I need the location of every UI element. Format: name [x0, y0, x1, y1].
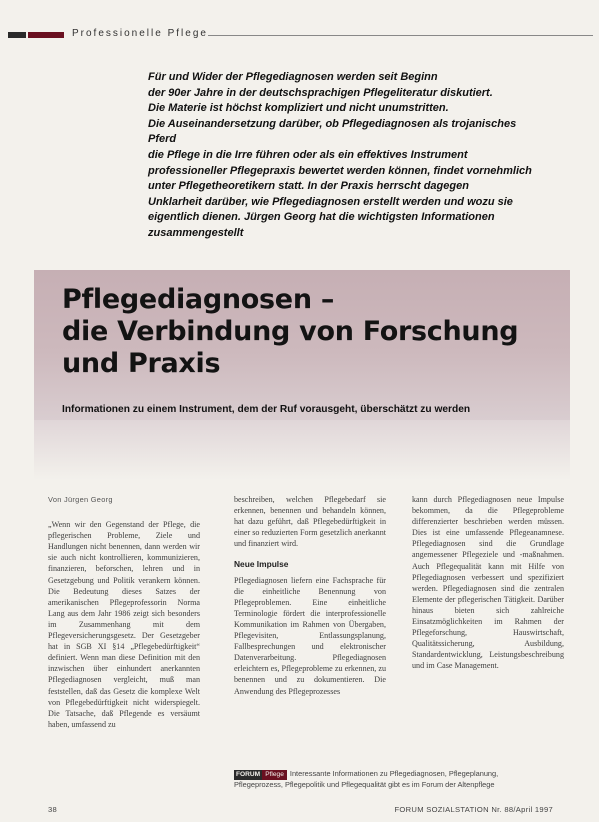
- article-title: [62, 284, 562, 380]
- intro-line: die Pflege in die Irre führen oder als ein effektives Instrument: [148, 148, 468, 161]
- page-number: 38: [48, 805, 58, 814]
- intro-line: Für und Wider der Pflegediagnosen werden seit Beginn: [148, 71, 438, 83]
- body-paragraph: beschreiben, welchen Pflegebedarf sie erkennen, benennen und behandeln können, hat dazu geführt, daß Pflegebedürftigkeit in einer so reduzierten Form gesetzlich anerkannt und finanziert wird.: [234, 495, 386, 549]
- title-line: und Praxis: [62, 348, 221, 379]
- intro-line: unter Pflegetheoretikern statt. In der Praxis herrscht dagegen: [148, 180, 469, 193]
- forum-text: Interessante Informationen zu Pflegediagnosen, Pflegeplanung, Pflegeprozess, Pflegepolitik und Pflegequalität gibt es im Forum der Altenpflege: [234, 769, 499, 789]
- header-mark: [8, 32, 26, 38]
- intro-line: zusammengestellt: [148, 226, 244, 239]
- author-byline: Von Jürgen Georg: [48, 495, 113, 504]
- intro-line: professioneller Pflegepraxis bewertet werden können, findet vornehmlich: [148, 164, 532, 177]
- text-column-3: [412, 494, 564, 672]
- intro-line: Die Auseinandersetzung darüber, ob Pflegediagnosen als trojanisches Pferd: [148, 117, 517, 146]
- forum-tag: FORUM: [236, 771, 261, 778]
- article-subtitle: Informationen zu einem Instrument, dem der Ruf vorausgeht, überschätzt zu werden: [62, 404, 471, 415]
- header-rule: [208, 35, 593, 36]
- title-line: die Verbindung von Forschung: [62, 316, 519, 347]
- text-column-2: [234, 494, 386, 697]
- forum-note: [234, 769, 544, 790]
- intro-line: der 90er Jahre in der deutschsprachigen Pflegeliteratur diskutiert.: [148, 86, 493, 99]
- section-label: Professionelle Pflege: [72, 28, 208, 39]
- section-header: [8, 30, 593, 40]
- body-paragraph: kann durch Pflegediagnosen neue Impulse bekommen, da die Pflegeprobleme differenzierter beschrieben werden müssen. Dies ist eine umfassende Pflegeanamnese. Pflegediagnosen sind die Grundlage angemessener Pflegeziele und -maßnahmen. Auch Pflegequalität kann mit Hilfe von Pflegediagnosen verbessert und spezifiziert werden. Pflegediagnosen sind die zentralen Elemente der pflegerischen Tätigkeit. Darüber hinaus bieten sich zahlreiche Einsatzmöglichkeiten im Rahmen der Pflegeforschung, Hauswirtschaft, Qualitätssicherung, Ausbildung, Standardentwicklung, Leistungsbeschreibung und im Case Management.: [412, 495, 564, 671]
- body-paragraph: Pflegediagnosen liefern eine Fachsprache für die einheitliche Benennung von Pflegeproblemen. Eine einheitliche Terminologie fördert die interprofessionelle Kommunikation im Rahmen von Übergaben, Pflegevisiten, Entlassungsplanung, Fallbesprechungen und elektronischer Datenverarbeitung. Pflegediagnosen erleichtern es, Pflegeprobleme zu erkennen, zu benennen und zu dokumentieren. Die Anwendung des Pflegeprozesses: [234, 575, 386, 696]
- intro-line: Unklarheit darüber, wie Pflegediagnosen erstellt werden und wozu sie: [148, 195, 513, 208]
- section-heading: Neue Impulse: [234, 559, 289, 570]
- title-line: Pflegediagnosen –: [62, 284, 335, 315]
- title-band: [34, 270, 570, 420]
- issue-info: FORUM SOZIALSTATION Nr. 88/April 1997: [394, 805, 553, 814]
- intro-lead: [148, 70, 538, 242]
- header-accent-bar: [28, 32, 64, 38]
- body-paragraph: „Wenn wir den Gegenstand der Pflege, die pflegerischen Probleme, Ziele und Handlungen nicht benennen, dann werden wir sie auch nicht kontrollieren, kommunizieren, finanzieren, beforschen, lehren und in Gesetzgebung und Politik verankern können. Die Bedeutung dieses Satzes der amerikanischen Pflegeprofessorin Norma Lang aus dem Jahr 1986 zeigt sich besonders im Zusammenhang mit dem Pflegeversicherungsgesetz. Der Gesetzgeber hat in SGB XI §14 „Pflegebedürftigkeit“ definiert. Wenn man diese Definition mit den inzwischen über einhundert anerkannten Pflegediagnosen vergleicht, muß man feststellen, daß das Gesetz die komplexe Welt von Pflegebedürftigkeit nicht widerspiegelt. Die Tatsache, daß Pflegende es versäumt haben, umfassend zu: [48, 520, 200, 729]
- forum-tag-secondary: Pflege: [262, 770, 287, 780]
- text-column-1: [48, 494, 200, 730]
- intro-line: Die Materie ist höchst kompliziert und nicht unumstritten.: [148, 102, 449, 115]
- intro-line: eigentlich dienen. Jürgen Georg hat die wichtigsten Informationen: [148, 211, 495, 224]
- title-band-fade: [34, 420, 570, 480]
